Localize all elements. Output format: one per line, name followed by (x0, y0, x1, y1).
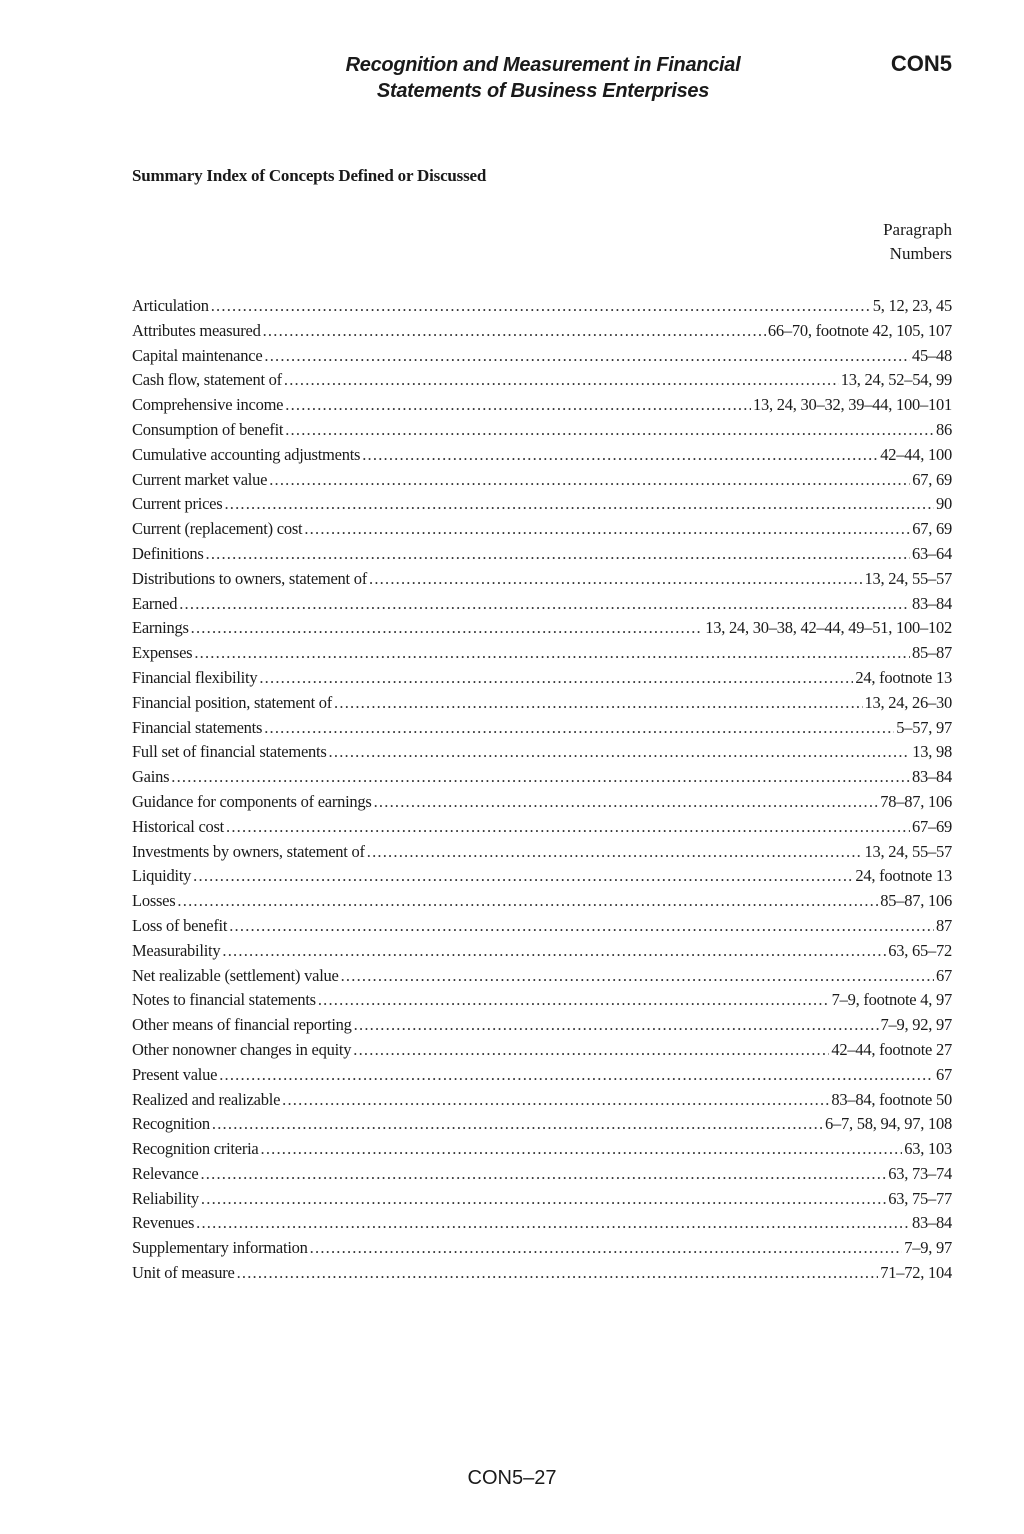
index-paragraph-refs: 24, footnote 13 (855, 866, 952, 886)
index-term: Financial flexibility (132, 667, 258, 687)
index-term: Attributes measured (132, 320, 261, 340)
dot-leader (367, 840, 863, 865)
running-title-line-1: Recognition and Measurement in Financial (345, 54, 741, 76)
index-paragraph-refs: 13, 24, 30–32, 39–44, 100–101 (753, 395, 952, 415)
index-entry (132, 368, 952, 393)
index-paragraph-refs: 42–44, 100 (880, 444, 952, 464)
index-entry (132, 939, 952, 964)
paragraph-numbers-header (883, 218, 952, 266)
index-paragraph-refs: 83–84, footnote 50 (831, 1089, 952, 1109)
index-entry (132, 319, 952, 344)
index-paragraph-refs: 78–87, 106 (880, 791, 952, 811)
index-term: Consumption of benefit (132, 419, 284, 439)
index-entry (132, 964, 952, 989)
dot-leader (369, 567, 862, 592)
dot-leader (329, 740, 911, 765)
index-entry (132, 815, 952, 840)
index-term: Expenses (132, 643, 193, 663)
index-term: Comprehensive income (132, 395, 284, 415)
index-paragraph-refs: 67–69 (912, 816, 952, 836)
dot-leader (318, 988, 830, 1013)
index-term: Cumulative accounting adjustments (132, 444, 361, 464)
index-paragraph-refs: 13, 24, 55–57 (864, 841, 952, 861)
dot-leader (285, 418, 934, 443)
index-term: Earnings (132, 618, 189, 638)
index-paragraph-refs: 90 (936, 494, 952, 514)
index-paragraph-refs: 24, footnote 13 (855, 667, 952, 687)
index-entry (132, 567, 952, 592)
index-term: Guidance for components of earnings (132, 791, 372, 811)
dot-leader (222, 939, 886, 964)
index-paragraph-refs: 13, 24, 52–54, 99 (840, 370, 952, 390)
dot-leader (191, 616, 704, 641)
index-term: Liquidity (132, 866, 192, 886)
index-term: Gains (132, 767, 170, 787)
index-paragraph-refs: 86 (936, 419, 952, 439)
index-paragraph-refs: 67, 69 (912, 519, 952, 539)
column-header-line-2: Numbers (889, 244, 952, 263)
dot-leader (259, 666, 853, 691)
index-term: Full set of financial statements (132, 742, 327, 762)
dot-leader (282, 1088, 829, 1113)
index-paragraph-refs: 63–64 (912, 543, 952, 563)
index-term: Financial position, statement of (132, 692, 333, 712)
index-entry (132, 517, 952, 542)
index-entry (132, 641, 952, 666)
dot-leader (237, 1261, 879, 1286)
index-entry (132, 468, 952, 493)
index-entry (132, 666, 952, 691)
index-entry (132, 1063, 952, 1088)
index-paragraph-refs: 7–9, 97 (904, 1238, 952, 1258)
index-entry (132, 889, 952, 914)
index-entry (132, 443, 952, 468)
index-term: Other nonowner changes in equity (132, 1039, 352, 1059)
index-paragraph-refs: 63, 75–77 (888, 1188, 952, 1208)
dot-leader (226, 815, 910, 840)
dot-leader (374, 790, 879, 815)
index-paragraph-refs: 87 (936, 915, 952, 935)
dot-leader (179, 592, 910, 617)
index-entry (132, 1112, 952, 1137)
index-entry (132, 1137, 952, 1162)
dot-leader (263, 319, 766, 344)
index-term: Present value (132, 1064, 218, 1084)
index-term: Reliability (132, 1188, 199, 1208)
dot-leader (310, 1236, 903, 1261)
index-list (132, 294, 952, 1286)
dot-leader (261, 1137, 903, 1162)
index-term: Cash flow, statement of (132, 370, 282, 390)
index-term: Articulation (132, 296, 209, 315)
dot-leader (194, 641, 910, 666)
index-entry (132, 418, 952, 443)
index-paragraph-refs: 5, 12, 23, 45 (872, 296, 952, 315)
dot-leader (224, 492, 934, 517)
dot-leader (304, 517, 910, 542)
dot-leader (177, 889, 878, 914)
index-term: Notes to financial statements (132, 990, 316, 1010)
dot-leader (362, 443, 878, 468)
dot-leader (269, 468, 910, 493)
index-entry (132, 1211, 952, 1236)
index-paragraph-refs: 13, 24, 55–57 (864, 568, 952, 588)
index-paragraph-refs: 42–44, footnote 27 (831, 1039, 952, 1059)
index-entry (132, 492, 952, 517)
index-paragraph-refs: 83–84 (912, 1213, 952, 1233)
index-term: Recognition criteria (132, 1139, 259, 1159)
index-term: Earned (132, 593, 178, 613)
index-term: Distributions to owners, statement of (132, 568, 368, 588)
index-entry (132, 914, 952, 939)
index-paragraph-refs: 45–48 (912, 345, 952, 365)
index-paragraph-refs: 63, 65–72 (888, 940, 952, 960)
dot-leader (211, 294, 871, 319)
index-term: Unit of measure (132, 1263, 235, 1283)
index-entry (132, 592, 952, 617)
index-paragraph-refs: 13, 24, 30–38, 42–44, 49–51, 100–102 (705, 618, 952, 638)
index-entry (132, 1013, 952, 1038)
index-term: Recognition (132, 1114, 210, 1134)
index-term: Loss of benefit (132, 915, 228, 935)
dot-leader (193, 864, 853, 889)
index-paragraph-refs: 6–7, 58, 94, 97, 108 (825, 1114, 952, 1134)
index-entry (132, 988, 952, 1013)
index-term: Realized and realizable (132, 1089, 281, 1109)
index-term: Revenues (132, 1213, 195, 1233)
index-entry (132, 1187, 952, 1212)
dot-leader (353, 1038, 829, 1063)
index-paragraph-refs: 85–87 (912, 643, 952, 663)
index-paragraph-refs: 5–57, 97 (896, 717, 952, 737)
dot-leader (201, 1187, 886, 1212)
index-paragraph-refs: 83–84 (912, 767, 952, 787)
index-term: Investments by owners, statement of (132, 841, 365, 861)
index-term: Capital maintenance (132, 345, 263, 365)
dot-leader (196, 1211, 910, 1236)
standard-code: CON5 (890, 51, 952, 76)
index-term: Net realizable (settlement) value (132, 965, 339, 985)
dot-leader (171, 765, 910, 790)
index-paragraph-refs: 13, 24, 26–30 (864, 692, 952, 712)
index-term: Supplementary information (132, 1238, 308, 1258)
dot-leader (206, 542, 911, 567)
index-paragraph-refs: 13, 98 (912, 742, 952, 762)
dot-leader (284, 368, 839, 393)
index-term: Current (replacement) cost (132, 519, 303, 539)
index-paragraph-refs: 66–70, footnote 42, 105, 107 (767, 320, 952, 340)
index-entry (132, 1038, 952, 1063)
index-term: Financial statements (132, 717, 263, 737)
index-paragraph-refs: 83–84 (912, 593, 952, 613)
section-heading: Summary Index of Concepts Defined or Discussed (132, 166, 487, 185)
index-entry (132, 765, 952, 790)
index-entry (132, 616, 952, 641)
dot-leader (334, 691, 862, 716)
index-paragraph-refs: 7–9, 92, 97 (880, 1015, 952, 1035)
index-term: Historical cost (132, 816, 225, 836)
dot-leader (264, 716, 894, 741)
index-paragraph-refs: 63, 103 (904, 1139, 952, 1159)
index-entry (132, 691, 952, 716)
index-term: Current market value (132, 469, 268, 489)
page-number: CON5–27 (467, 1467, 557, 1489)
index-entry (132, 790, 952, 815)
dot-leader (229, 914, 934, 939)
index-paragraph-refs: 7–9, footnote 4, 97 (831, 990, 952, 1010)
index-entry (132, 1162, 952, 1187)
index-entry (132, 1236, 952, 1261)
index-entry (132, 542, 952, 567)
index-term: Definitions (132, 543, 204, 563)
index-paragraph-refs: 71–72, 104 (880, 1263, 952, 1283)
index-entry (132, 840, 952, 865)
running-title (300, 52, 786, 104)
index-paragraph-refs: 67, 69 (912, 469, 952, 489)
index-entry (132, 864, 952, 889)
index-entry (132, 1088, 952, 1113)
dot-leader (264, 344, 910, 369)
index-paragraph-refs: 85–87, 106 (880, 891, 952, 911)
index-entry (132, 716, 952, 741)
dot-leader (341, 964, 934, 989)
index-term: Losses (132, 891, 176, 911)
dot-leader (285, 393, 751, 418)
index-paragraph-refs: 63, 73–74 (888, 1163, 952, 1183)
dot-leader (200, 1162, 886, 1187)
column-header-line-1: Paragraph (883, 220, 952, 239)
index-term: Relevance (132, 1163, 199, 1183)
dot-leader (354, 1013, 879, 1038)
index-entry (132, 344, 952, 369)
dot-leader (219, 1063, 934, 1088)
index-entry (132, 393, 952, 418)
running-title-line-2: Statements of Business Enterprises (376, 80, 710, 102)
index-entry (132, 740, 952, 765)
index-term: Measurability (132, 940, 221, 960)
index-entry (132, 294, 952, 319)
index-term: Current prices (132, 494, 223, 514)
dot-leader (212, 1112, 823, 1137)
index-paragraph-refs: 67 (936, 965, 952, 985)
index-entry (132, 1261, 952, 1286)
index-term: Other means of financial reporting (132, 1015, 352, 1035)
index-paragraph-refs: 67 (936, 1064, 952, 1084)
